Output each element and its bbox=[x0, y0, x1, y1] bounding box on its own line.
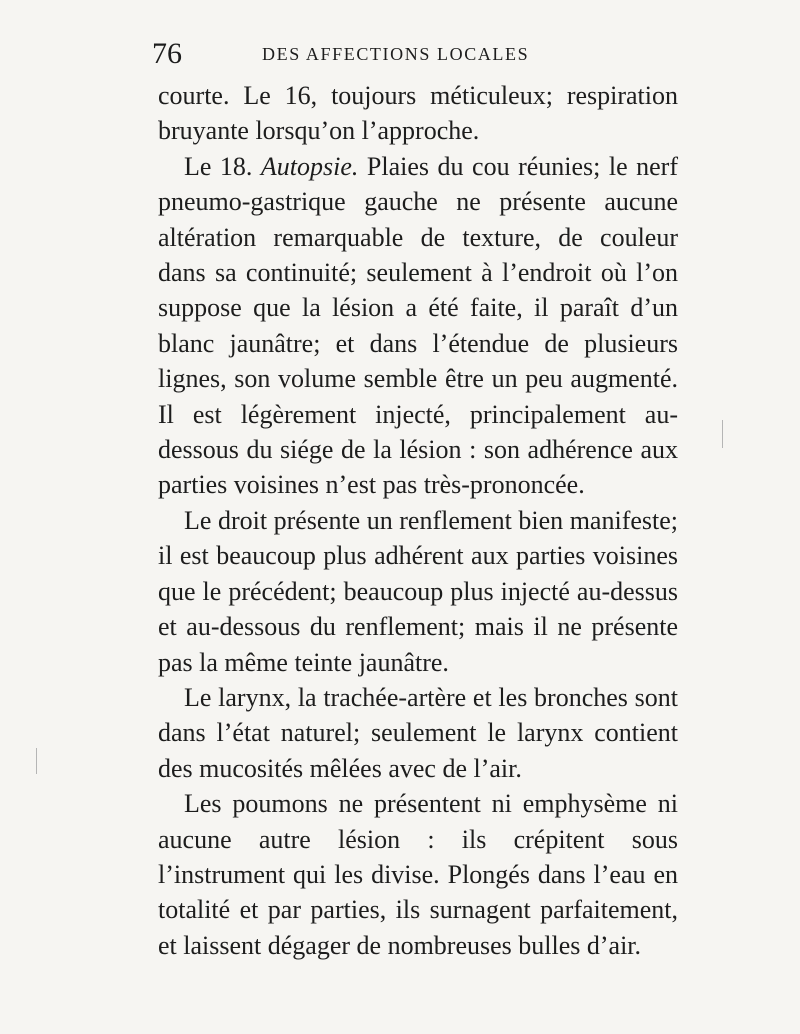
paragraph-2-lead: Le 18. bbox=[184, 151, 261, 181]
paragraph-3-text: Le droit présente un renflement bien manifeste; il est beaucoup plus adhérent aux parties voisines que le précédent; beaucoup plus injecté au-dessus et au-dessous du renflement; mais il ne présente pas la même teinte jaunâtre. bbox=[158, 505, 678, 677]
paragraph-4-text: Le larynx, la trachée-artère et les bronches sont dans l’état naturel; seulement le larynx contient des mucosités mêlées avec de l’air. bbox=[158, 682, 678, 783]
paragraph-5 bbox=[158, 786, 678, 963]
body-text bbox=[158, 78, 678, 963]
page-header bbox=[152, 36, 672, 76]
running-head: DES AFFECTIONS LOCALES bbox=[262, 44, 530, 64]
page-edge-mark bbox=[36, 748, 37, 774]
paragraph-1-text: courte. Le 16, toujours méticuleux; respiration bruyante lorsqu’on l’approche. bbox=[158, 81, 678, 146]
paragraph-3 bbox=[158, 503, 678, 680]
paragraph-5-text: Les poumons ne présentent ni emphysème ni aucune autre lésion : ils crépitent sous l’instrument qui les divise. Plongés dans l’eau en totalité et par parties, ils surnagent parfaitement, et laissent dégager de nombreuses bulles d’air. bbox=[158, 789, 678, 960]
autopsie-heading: Autopsie. bbox=[260, 151, 359, 181]
paragraph-4 bbox=[158, 680, 678, 786]
paragraph-2 bbox=[158, 149, 678, 503]
paragraph-2-text: Plaies du cou réunies; le nerf pneumo-gastrique gauche ne présente aucune altération remarquable de texture, de couleur dans sa continuité; seulement à l’endroit où l’on suppose que la lésion a été faite, il paraît d’un blanc jaunâtre; et dans l’étendue de plusieurs lignes, son volume semble être un peu augmenté. Il est légèrement injecté, principalement au-dessous du siége de la lésion : son adhérence aux parties voisines n’est pas très-prononcée. bbox=[158, 151, 678, 500]
page-number: 76 bbox=[152, 37, 182, 70]
page-edge-mark bbox=[722, 420, 723, 448]
paragraph-1 bbox=[158, 78, 678, 149]
